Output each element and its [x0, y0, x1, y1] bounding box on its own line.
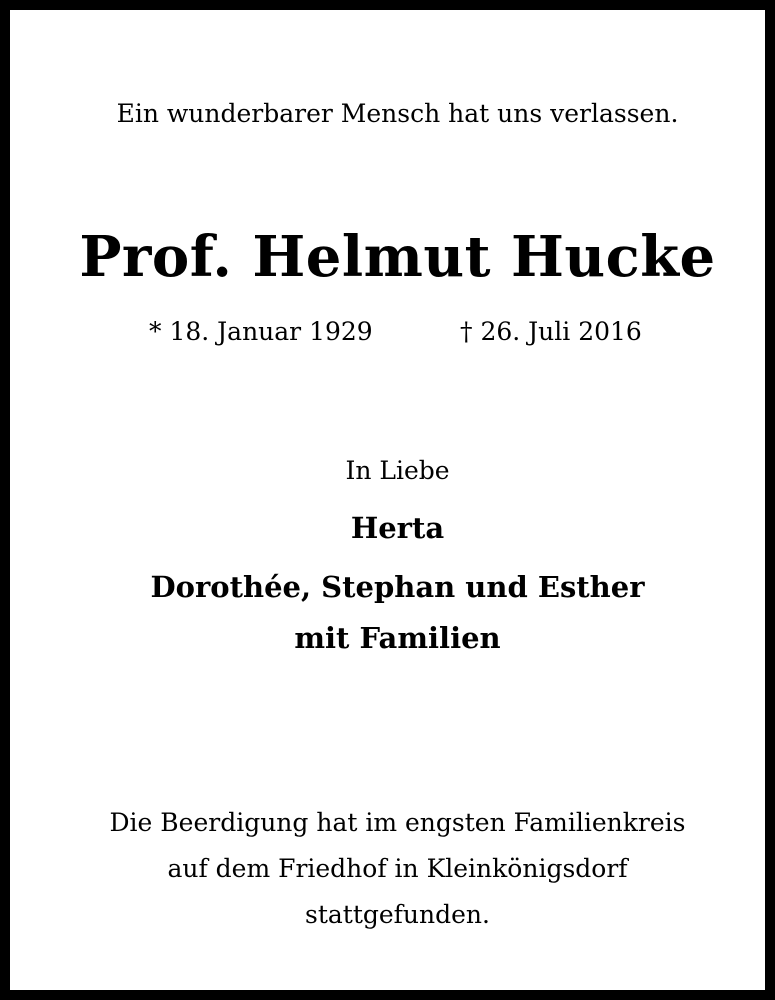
funeral-line: stattgefunden. — [305, 900, 490, 929]
birth-date: * 18. Januar 1929 — [149, 317, 373, 346]
mourner-families: mit Familien — [294, 621, 501, 655]
deceased-name: Prof. Helmut Hucke — [79, 224, 716, 290]
funeral-line: Die Beerdigung hat im engsten Familienkreis — [109, 808, 686, 837]
life-dates — [10, 314, 775, 350]
death-date: † 26. Juli 2016 — [460, 317, 642, 346]
mourner-spouse: Herta — [350, 511, 445, 545]
funeral-line: auf dem Friedhof in Kleinkönigsdorf — [167, 854, 628, 883]
funeral-info — [10, 800, 775, 938]
mourner-children: Dorothée, Stephan und Esther — [150, 570, 645, 604]
in-love-text: In Liebe — [345, 456, 450, 485]
intro-text: Ein wunderbarer Mensch hat uns verlassen. — [116, 99, 679, 128]
